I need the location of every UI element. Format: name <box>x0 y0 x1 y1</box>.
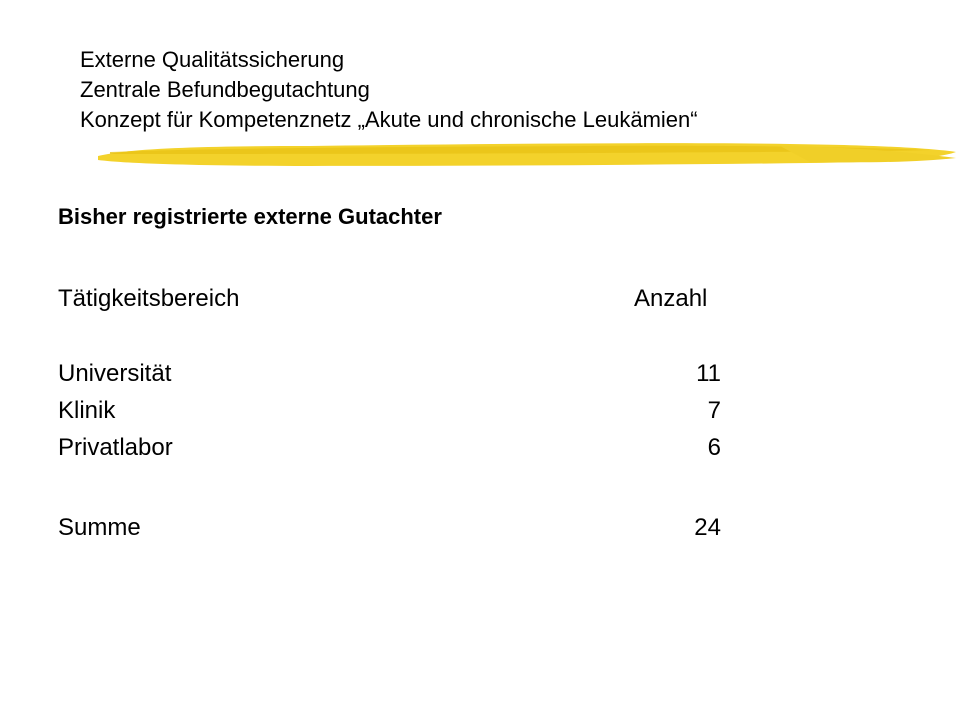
title-line-2: Zentrale Befundbegutachtung <box>80 77 370 102</box>
row-label: Klinik <box>58 397 116 424</box>
brush-stroke-divider <box>90 132 960 180</box>
total-value: 24 <box>694 514 721 541</box>
header-count: Anzahl <box>634 285 708 312</box>
row-value: 7 <box>707 397 721 424</box>
header-category: Tätigkeitsbereich <box>58 285 240 312</box>
total-label: Summe <box>58 514 141 541</box>
row-value: 11 <box>696 360 721 387</box>
row-label: Universität <box>58 360 172 387</box>
slide-title <box>80 45 940 135</box>
title-line-3: Konzept für Kompetenznetz „Akute und chronische Leukämien“ <box>80 107 698 132</box>
section-heading: Bisher registrierte externe Gutachter <box>58 204 442 229</box>
row-value: 6 <box>707 434 721 461</box>
row-label: Privatlabor <box>58 434 173 461</box>
title-line-1: Externe Qualitätssicherung <box>80 47 345 72</box>
